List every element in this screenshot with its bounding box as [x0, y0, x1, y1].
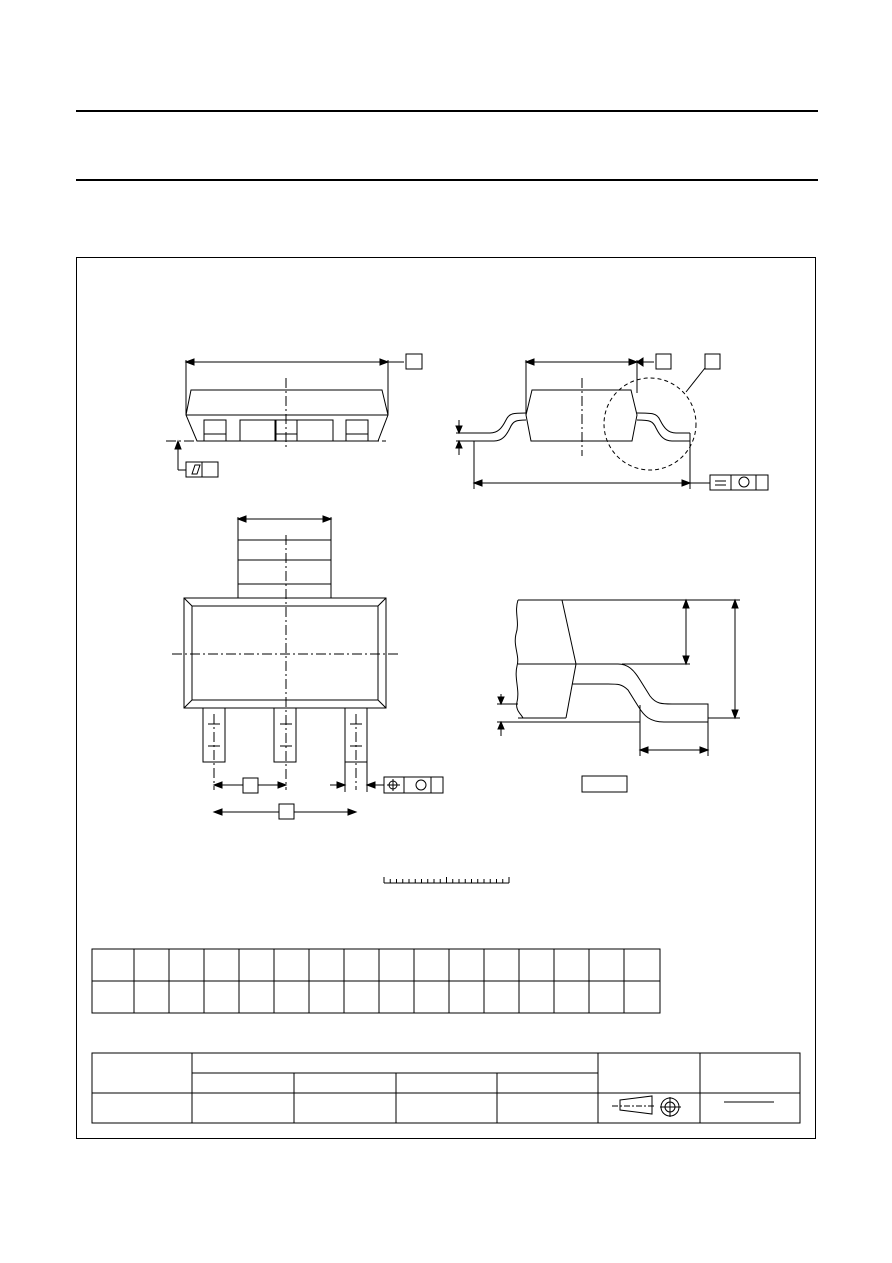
- dimensions-table: [92, 949, 660, 1013]
- outline-version-table: [92, 1053, 800, 1123]
- pitch-label-box: [243, 778, 258, 793]
- detail-caption-box: [582, 776, 627, 792]
- side-view-end: [456, 354, 768, 490]
- detail-label-box: [705, 354, 720, 369]
- lead-detail-view: [497, 600, 740, 792]
- side-view-front: [166, 354, 422, 477]
- scale-bar: [384, 877, 509, 883]
- datum-box-a: [406, 354, 422, 369]
- pitch-total-label-box: [279, 804, 294, 819]
- projection-method-icon: [612, 1096, 681, 1117]
- datum-box-b: [656, 354, 671, 369]
- top-view: [172, 516, 443, 819]
